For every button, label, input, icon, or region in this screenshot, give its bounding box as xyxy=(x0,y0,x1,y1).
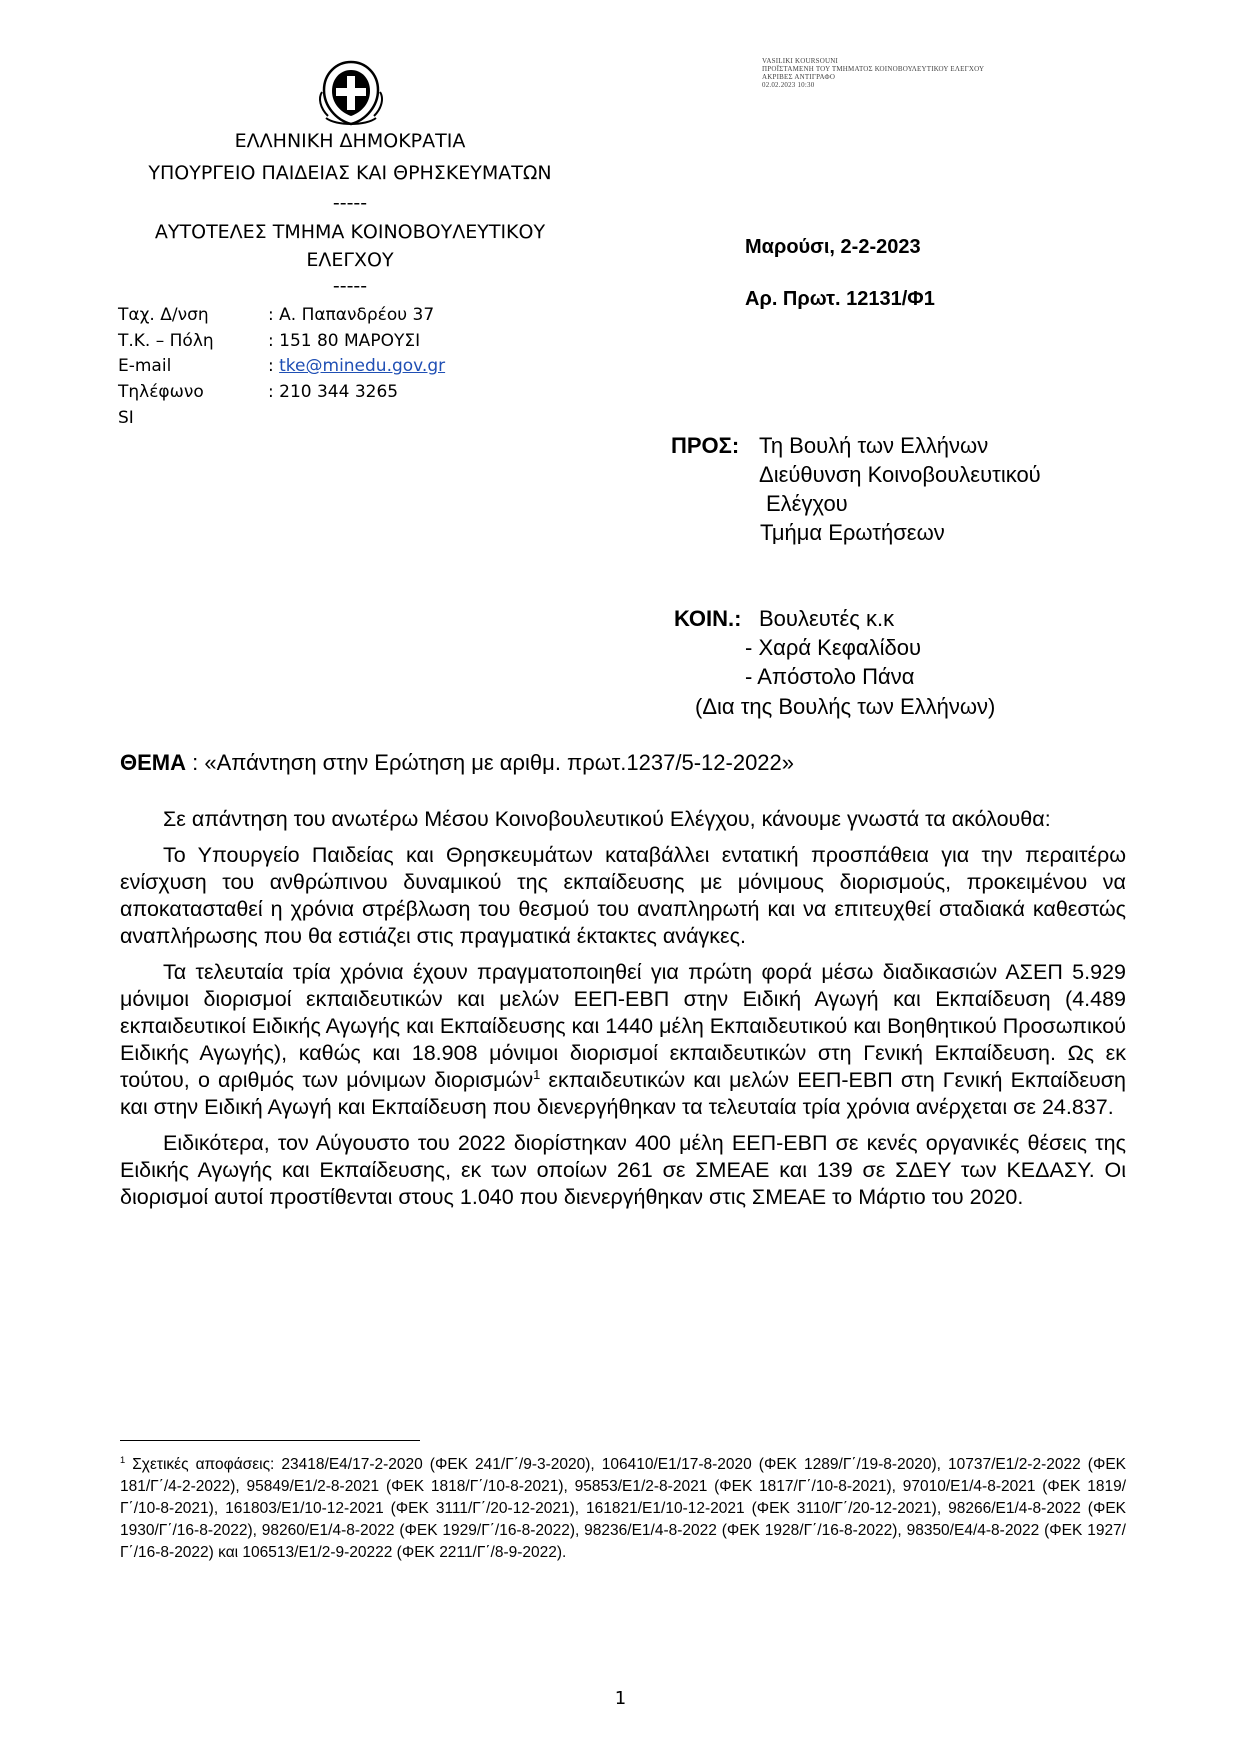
footnote-divider xyxy=(120,1440,420,1441)
contact-email-value: : tke@minedu.gov.gr xyxy=(268,356,446,376)
cc-label: ΚΟΙΝ.: xyxy=(674,606,742,631)
letter-body xyxy=(120,806,1126,1220)
contact-city-value: : 151 80 ΜΑΡΟΥΣΙ xyxy=(268,331,421,351)
document-date: Μαρούσι, 2-2-2023 xyxy=(745,236,921,258)
body-paragraph: Το Υπουργείο Παιδείας και Θρησκευμάτων καταβάλλει εντατική προσπάθεια για την περαιτέρω ενίσχυση του ανθρώπινου δυναμικού της εκπαίδευσης με μόνιμους διορισμούς, προκειμένου να αποκατασταθεί η χρόνια στρέβλωση του θεσμού του αναπληρωτή και να επιτευχθεί σταδιακά καθεστώς αναπλήρωσης που θα εστιάζει στις πραγματικά έκτακτες ανάγκες. xyxy=(120,843,1126,948)
to-recipient-line: Διεύθυνση Κοινοβουλευτικού xyxy=(759,462,1041,487)
body-paragraph: Ειδικότερα, τον Αύγουστο του 2022 διορίστηκαν 400 μέλη ΕΕΠ-ΕΒΠ σε κενές οργανικές θέσεις της Ειδικής Αγωγής και Εκπαίδευσης, εκ των οποίων 261 σε ΣΜΕΑΕ και 139 σε ΣΔΕΥ των ΚΕΔΑΣΥ. Οι διορισμοί αυτοί προστίθενται στους 1.040 που διενεργήθηκαν στις ΣΜΕΑΕ το Μάρτιο του 2020. xyxy=(120,1131,1126,1209)
contact-phone-label: Τηλέφωνο xyxy=(118,382,204,402)
contact-city-label: Τ.Κ. – Πόλη xyxy=(118,331,214,351)
to-recipient-line: Τμήμα Ερωτήσεων xyxy=(760,520,945,545)
body-paragraph: Τα τελευταία τρία χρόνια έχουν πραγματοποιηθεί για πρώτη φορά μέσω διαδικασιών ΑΣΕΠ 5.929 μόνιμοι διορισμοί εκπαιδευτικών και μελών ΕΕΠ-ΕΒΠ στην Ειδική Αγωγή και Εκπαίδευση (4.489 εκπαιδευτικοί Ειδικής Αγωγής και Εκπαίδευσης και 1440 μέλη Εκπαιδευτικού και Βοηθητικού Προσωπικού Ειδικής Αγωγής), καθώς και 18.908 μόνιμοι διορισμοί εκπαιδευτικών στη Γενική Εκπαίδευση. Ως εκ τούτου, ο αριθμός των μόνιμων διορισμών$^1$ εκπαιδευτικών και μελών ΕΕΠ-ΕΒΠ στη Γενική Εκπαίδευση και στην Ειδική Αγωγή και Εκπαίδευση που διενεργήθηκαν τα τελευταία τρία χρόνια ανέρχεται σε 24.837. xyxy=(120,960,1126,1119)
email-link[interactable]: tke@minedu.gov.gr xyxy=(279,356,446,376)
contact-address-value: : Α. Παπανδρέου 37 xyxy=(268,305,435,325)
to-recipient-line: Τη Βουλή των Ελλήνων xyxy=(759,433,989,458)
to-recipient-line: Ελέγχου xyxy=(766,491,848,516)
department-heading-line2: ΕΛΕΓΧΟΥ xyxy=(306,249,394,271)
contact-extra-label: SI xyxy=(118,408,134,428)
signature-stamp-time: 02.02.2023 10:30 xyxy=(762,81,815,89)
cc-recipient-line: - Χαρά Κεφαλίδου xyxy=(745,635,922,660)
subject-label: ΘΕΜΑ xyxy=(120,750,186,775)
ministry-heading: ΥΠΟΥΡΓΕΙΟ ΠΑΙΔΕΙΑΣ ΚΑΙ ΘΡΗΣΚΕΥΜΑΤΩΝ xyxy=(148,162,552,184)
cc-recipient-line: Βουλευτές κ.κ xyxy=(759,606,895,631)
signature-stamp-name: VASILIKI KOURSOUNI xyxy=(762,57,838,65)
body-paragraph: Σε απάντηση του ανωτέρω Μέσου Κοινοβουλευτικού Ελέγχου, κάνουμε γνωστά τα ακόλουθα: xyxy=(163,807,1051,831)
to-label: ΠΡΟΣ: xyxy=(671,433,740,458)
footnote xyxy=(120,1454,1126,1564)
department-heading-line1: ΑΥΤΟΤΕΛΕΣ ΤΜΗΜΑ ΚΟΙΝΟΒΟΥΛΕΥΤΙΚΟΥ xyxy=(154,221,546,243)
subject-text: : «Απάντηση στην Ερώτηση με αριθμ. πρωτ.1237/5-12-2022» xyxy=(186,750,795,775)
signature-stamp-copy: ΑΚΡΙΒΕΣ ΑΝΤΙΓΡΑΦΟ xyxy=(762,73,836,81)
footnote-text: Σχετικές αποφάσεις: 23418/Ε4/17-2-2020 (ΦΕΚ 241/Γ΄/9-3-2020), 106410/Ε1/17-8-2020 (ΦΕΚ 1289/Γ΄/19-8-2020), 10737/Ε1/2-2-2022 (ΦΕΚ 181/Γ΄/4-2-2022), 95849/Ε1/2-8-2021 (ΦΕΚ 1818/Γ΄/10-8-2021), 95853/Ε1/2-8-2021 (ΦΕΚ 1817/Γ΄/10-8-2021), 97010/Ε1/4-8-2021 (ΦΕΚ 1819/Γ΄/10-8-2021), 161803/Ε1/10-12-2021 (ΦΕΚ 3111/Γ΄/20-12-2021), 161821/Ε1/10-12-2021 (ΦΕΚ 3110/Γ΄/20-12-2021), 98266/Ε1/4-8-2022 (ΦΕΚ 1930/Γ΄/16-8-2022), 98260/Ε1/4-8-2022 (ΦΕΚ 1929/Γ΄/16-8-2022), 98236/Ε1/4-8-2022 (ΦΕΚ 1928/Γ΄/16-8-2022), 98350/Ε4/4-8-2022 (ΦΕΚ 1927/Γ΄/16-8-2022) και 106513/Ε1/2-9-20222 (ΦΕΚ 2211/Γ΄/8-9-2022). xyxy=(120,1456,1126,1561)
signature-stamp xyxy=(762,57,1062,89)
republic-heading: ΕΛΛΗΝΙΚΗ ΔΗΜΟΚΡΑΤΙΑ xyxy=(234,130,466,152)
cc-recipient-line: (Δια της Βουλής των Ελλήνων) xyxy=(695,694,996,719)
footnote-reference: 1 xyxy=(533,1066,541,1082)
header-separator: ----- xyxy=(332,275,368,297)
contact-phone-value: : 210 344 3265 xyxy=(268,382,399,402)
greek-emblem-icon xyxy=(316,58,386,128)
page-number: 1 xyxy=(614,1688,627,1709)
footnote-marker: 1 xyxy=(120,1454,126,1465)
contact-email-label: E-mail xyxy=(118,356,172,376)
contact-address-label: Ταχ. Δ/νση xyxy=(118,305,209,325)
header-separator: ----- xyxy=(332,192,368,214)
protocol-number: Αρ. Πρωτ. 12131/Φ1 xyxy=(745,288,935,310)
subject-line xyxy=(120,750,794,776)
cc-recipient-line: - Απόστολο Πάνα xyxy=(745,664,915,689)
signature-stamp-role: ΠΡΟΪΣΤΑΜΕΝΗ ΤΟΥ ΤΜΗΜΑΤΟΣ ΚΟΙΝΟΒΟΥΛΕΥΤΙΚΟΥ ΕΛΕΓΧΟΥ xyxy=(762,65,985,73)
